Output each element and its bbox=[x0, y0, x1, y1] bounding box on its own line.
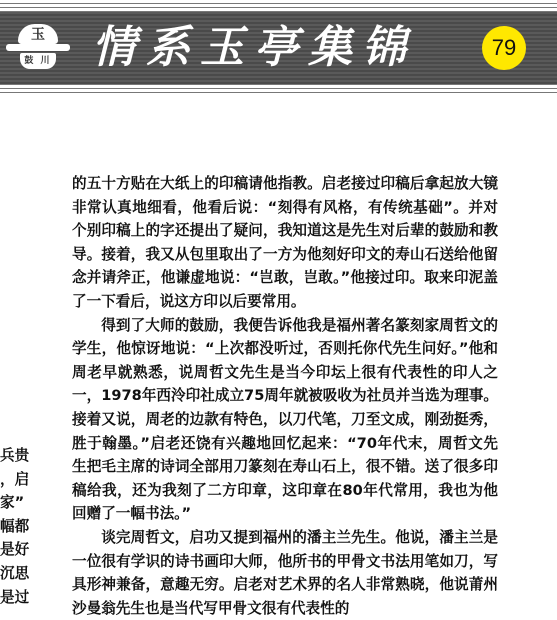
side-column-line: 是好 bbox=[0, 541, 30, 559]
logo-bar bbox=[6, 44, 70, 51]
logo-bottom-characters: 鼓 川 bbox=[20, 53, 56, 69]
side-column-line: 家” bbox=[0, 494, 25, 512]
header-bottom-stripes bbox=[0, 84, 557, 96]
publication-title: 情系玉亭集锦 bbox=[92, 22, 416, 73]
page-number-badge: 79 bbox=[482, 26, 526, 70]
header-top-stripes bbox=[0, 0, 557, 12]
article-paragraph-1: 的五十方贴在大纸上的印稿请他指教。启老接过印稿后拿起放大镜非常认真地细看，他看后说：“刻得有风格，有传统基础”。并对个别印稿上的字还提出了疑问，我知道这是先生对后辈的鼓励和教导。接着，我又从包里取出了一方为他刻好印文的寿山石送给他留念并请斧正，他谦虚地说：“岂敢，岂敢。”他接过印。取来印泥盖了一下看后，说这方印以后要常用。 bbox=[72, 175, 498, 310]
side-column-line: 沉思 bbox=[0, 564, 30, 582]
side-column-line: 幅都 bbox=[0, 517, 30, 535]
article-paragraph-3: 谈完周哲文，启功又提到福州的潘主兰先生。他说，潘主兰是一位很有学识的诗书画印大师，他所书的甲骨文书法用笔如刀，写具形神兼备，意趣无穷。启老对艺术界的名人非常熟晓，他说莆州沙曼翁先生也是当代写甲骨文很有代表性的 bbox=[72, 528, 498, 617]
logo-top-character: 玉 bbox=[18, 24, 58, 44]
side-column-line: ，启 bbox=[0, 470, 30, 488]
article-body bbox=[72, 172, 498, 620]
side-column-line: 兵贵 bbox=[0, 447, 30, 464]
page-header bbox=[0, 0, 557, 96]
adjacent-column-fragment bbox=[0, 444, 36, 609]
publication-logo bbox=[6, 22, 70, 72]
side-column-line: 是过 bbox=[0, 588, 30, 606]
article-paragraph-2: 得到了大师的鼓励，我便告诉他我是福州著名篆刻家周哲文的学生，他惊讶地说：“上次都没听过，否则托你代先生问好。”他和周老早就熟悉，说周哲文先生是当今印坛上很有代表性的印人之一，1978年西泠印社成立75周年就被吸收为社员并当选为理事。接着又说，周老的边款有特色，以刀代笔，刀至文成，刚劲挺秀，胜于翰墨。”启老还饶有兴趣地回忆起来：“70年代末，周哲文先生把毛主席的诗词全部用刀篆刻在寿山石上，很不错。送了很多印稿给我，还为我刻了二方印章，这印章在80年代常用，我也为他回赠了一幅书法。” bbox=[72, 316, 498, 523]
